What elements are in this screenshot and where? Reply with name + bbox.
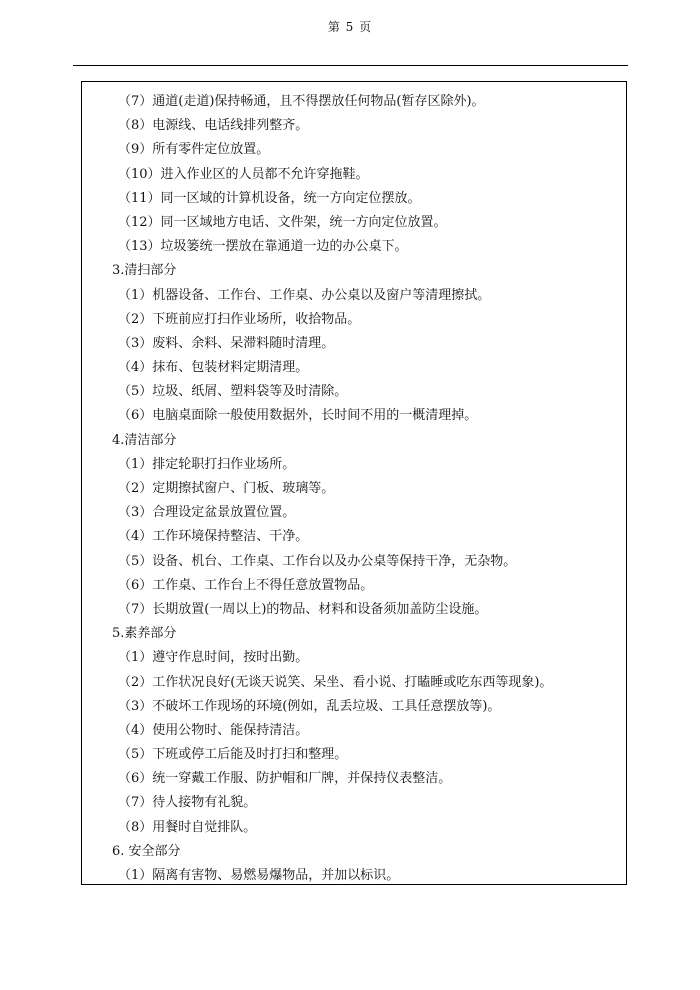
list-item: （5）下班或停工后能及时打扫和整理。: [118, 747, 348, 763]
list-item: （7）长期放置(一周以上)的物品、材料和设备须加盖防尘设施。: [118, 601, 488, 617]
list-item: （8）电源线、电话线排列整齐。: [118, 118, 309, 134]
list-item: （4）抹布、包装材料定期清理。: [118, 360, 309, 376]
header-rule: [73, 65, 628, 66]
list-item: （6）统一穿戴工作服、防护帽和厂牌，并保持仪表整洁。: [118, 771, 452, 787]
section-heading: 5.素养部分: [112, 626, 177, 642]
content-box: [81, 81, 627, 885]
list-item: （4）工作环境保持整洁、干净。: [118, 529, 309, 545]
list-item: （2）下班前应打扫作业场所，收拾物品。: [118, 311, 361, 327]
list-item: （1）遵守作息时间，按时出勤。: [118, 650, 309, 666]
section-heading: 6. 安全部分: [112, 843, 181, 859]
list-item: （7）待人接物有礼貌。: [118, 795, 257, 811]
list-item: （2）定期擦拭窗户、门板、玻璃等。: [118, 481, 335, 496]
list-item: （12）同一区域地方电话、文件架，统一方向定位放置。: [118, 214, 447, 230]
list-item: （3）不破坏工作现场的环境(例如，乱丢垃圾、工具任意摆放等)。: [118, 698, 501, 714]
list-item: （10）进入作业区的人员都不允许穿拖鞋。: [118, 166, 369, 182]
content-lines: [112, 90, 618, 888]
page-number: 第 5 页: [327, 20, 373, 34]
list-item: （1）排定轮职打扫作业场所。: [118, 456, 296, 472]
list-item: （7）通道(走道)保持畅通，且不得摆放任何物品(暂存区除外)。: [118, 94, 485, 109]
list-item: （6）电脑桌面除一般使用数据外，长时间不用的一概清理掉。: [118, 408, 478, 424]
list-item: （9）所有零件定位放置。: [118, 142, 270, 158]
list-item: （2）工作状况良好(无谈天说笑、呆坐、看小说、打瞌睡或吃东西等现象)。: [118, 674, 553, 690]
list-item: （8）用餐时自觉排队。: [118, 819, 257, 835]
section-heading: 4.清洁部分: [112, 432, 177, 448]
list-item: （1）机器设备、工作台、工作桌、办公桌以及窗户等清理擦拭。: [118, 287, 491, 303]
list-item: （5）设备、机台、工作桌、工作台以及办公桌等保持干净，无杂物。: [118, 553, 517, 569]
list-item: （13）垃圾篓统一摆放在靠通道一边的办公桌下。: [118, 239, 408, 255]
list-item: （3）废料、余料、呆滞料随时清理。: [118, 335, 335, 351]
list-item: （4）使用公物时、能保持清洁。: [118, 722, 309, 738]
list-item: （6）工作桌、工作台上不得任意放置物品。: [118, 577, 374, 593]
list-item: （3）合理设定盆景放置位置。: [118, 505, 296, 521]
section-heading: 3.清扫部分: [112, 263, 177, 279]
list-item: （1）隔离有害物、易燃易爆物品，并加以标识。: [118, 868, 400, 883]
list-item: （11）同一区域的计算机设备，统一方向定位摆放。: [118, 190, 421, 206]
list-item: （5）垃圾、纸屑、塑料袋等及时清除。: [118, 384, 348, 400]
